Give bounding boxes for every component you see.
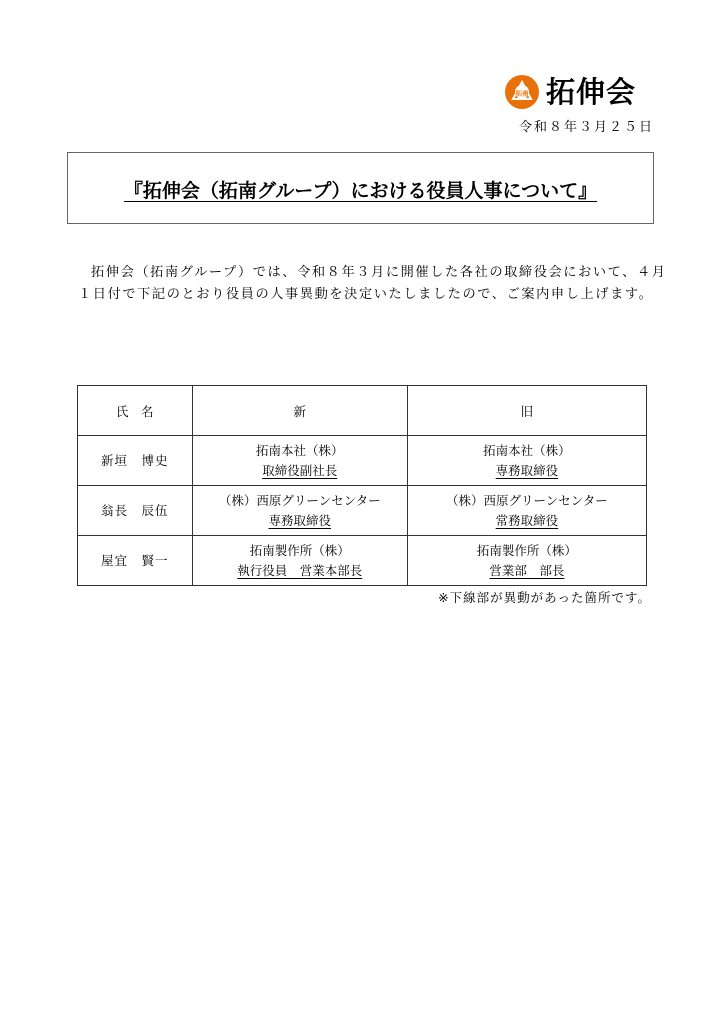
old-company: 拓南本社（株）	[483, 442, 571, 458]
new-role-cell	[192, 536, 407, 586]
header-old: 旧	[407, 386, 646, 436]
person-name: 屋宜 賢一	[78, 536, 193, 586]
svg-text:拓南: 拓南	[515, 89, 529, 98]
new-role-cell	[192, 436, 407, 486]
new-position: 専務取締役	[268, 512, 331, 528]
old-role-cell	[407, 486, 646, 536]
logo-text: 拓伸会	[546, 74, 637, 109]
footnote: ※下線部が異動があった箇所です。	[438, 590, 651, 605]
person-name: 翁長 辰伍	[78, 486, 193, 536]
old-role-cell	[407, 436, 646, 486]
header-new: 新	[192, 386, 407, 436]
old-position: 常務取締役	[495, 512, 559, 528]
document-date: 令和８年３月２５日	[518, 120, 654, 135]
document-title: 『拓伸会（拓南グループ）における役員人事について』	[123, 179, 598, 202]
new-position: 執行役員 営業本部長	[237, 562, 363, 578]
old-company: （株）西原グリーンセンター	[446, 492, 608, 508]
personnel-table	[77, 385, 647, 586]
person-name: 新垣 博史	[78, 436, 193, 486]
table-header-row	[78, 386, 647, 436]
title-box	[67, 152, 654, 224]
header-name: 氏 名	[78, 386, 193, 436]
old-company: 拓南製作所（株）	[476, 542, 577, 558]
old-position: 営業部 部長	[489, 562, 565, 578]
takuhin-logo-icon	[504, 74, 540, 110]
announcement-paragraph: 拓伸会（拓南グループ）では、令和８年３月に開催した各社の取締役会において、４月１日付で下記のとおり役員の人事異動を決定いたしましたので、ご案内申し上げます。	[78, 265, 667, 302]
new-position: 取締役副社長	[262, 462, 338, 478]
table-row	[78, 436, 647, 486]
table-row	[78, 486, 647, 536]
table-row	[78, 536, 647, 586]
old-role-cell	[407, 536, 646, 586]
new-company: （株）西原グリーンセンター	[218, 492, 381, 508]
new-role-cell	[192, 486, 407, 536]
new-company: 拓南本社（株）	[255, 442, 344, 458]
company-logo	[504, 72, 636, 112]
old-position: 専務取締役	[495, 462, 559, 478]
new-company: 拓南製作所（株）	[249, 542, 350, 558]
